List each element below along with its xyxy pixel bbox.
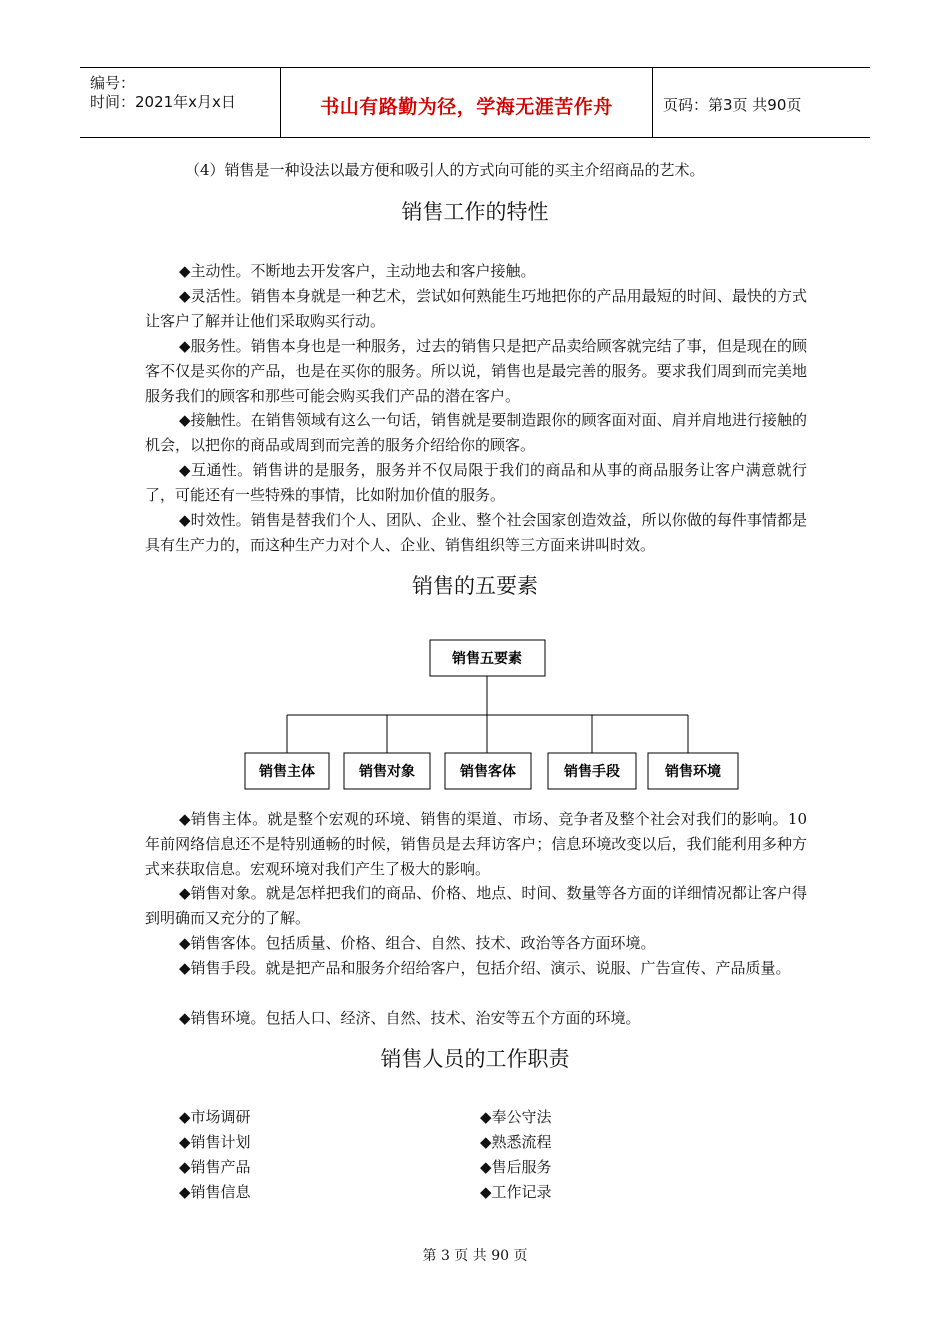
page-footer: 第 3 页 共 90 页: [422, 1248, 528, 1264]
header-slogan: 书山有路勤为径，学海无涯苦作舟: [320, 96, 613, 118]
header-page-number: 页码：第3页 共90页: [663, 96, 802, 114]
section-title-duties: 销售人员的工作职责: [380, 1047, 570, 1071]
diagram-child-label: 销售手段: [564, 764, 620, 780]
paragraph: ◆销售主体。就是整个宏观的环境、销售的渠道、市场、竞争者及整个社会对我们的影响。10年前网络信息还不是特别通畅的时候，销售员是去拜访客户；信息环境改变以后，我们能利用多种方式来获取信息。宏观环境对我们产生了极大的影响。: [145, 810, 807, 878]
diagram-child-label: 销售主体: [259, 764, 315, 780]
page-header: [80, 67, 870, 138]
header-page-cell: [653, 68, 870, 137]
paragraph: ◆时效性。销售是替我们个人、团队、企业、整个社会国家创造效益，所以你做的每件事情都是具有生产力的，而这种生产力对个人、企业、销售组织等三方面来讲叫时效。: [145, 511, 807, 554]
paragraph: ◆灵活性。销售本身就是一种艺术，尝试如何熟能生巧地把你的产品用最短的时间、最快的方式让客户了解并让他们采取购买行动。: [145, 287, 807, 330]
paragraph: ◆互通性。销售讲的是服务，服务并不仅局限于我们的商品和从事的商品服务让客户满意就行了，可能还有一些特殊的事情，比如附加价值的服务。: [145, 461, 807, 504]
list-item: ◆售后服务: [480, 1158, 552, 1176]
paragraph: ◆销售客体。包括质量、价格、组合、自然、技术、政治等各方面环境。: [179, 934, 656, 952]
paragraph: ◆服务性。销售本身也是一种服务，过去的销售只是把产品卖给顾客就完结了事，但是现在的顾客不仅是买你的产品，也是在买你的服务。所以说，销售也是最完善的服务。要求我们周到而完美地服务我们的顾客和那些可能会购买我们产品的潜在客户。: [145, 337, 807, 405]
list-item: ◆工作记录: [480, 1183, 552, 1201]
list-item: ◆熟悉流程: [480, 1133, 552, 1151]
list-item: ◆销售产品: [179, 1158, 251, 1176]
paragraph: ◆主动性。不断地去开发客户，主动地去和客户接触。: [179, 262, 536, 280]
paragraph: ◆销售环境。包括人口、经济、自然、技术、治安等五个方面的环境。: [179, 1009, 641, 1027]
duty-list-left: [179, 1105, 251, 1205]
list-item: ◆销售信息: [179, 1183, 251, 1201]
section-title-characteristics: 销售工作的特性: [401, 200, 549, 224]
diagram-child-label: 销售对象: [359, 764, 415, 780]
header-slogan-cell: [281, 68, 653, 137]
list-item: ◆市场调研: [179, 1108, 251, 1126]
doc-code-label: 编号：: [90, 74, 136, 92]
header-meta: [80, 68, 281, 137]
duty-list-right: [480, 1105, 552, 1205]
list-item: ◆奉公守法: [480, 1108, 552, 1126]
five-elements-diagram: [240, 638, 740, 794]
doc-date-label: 时间：2021年x月x日: [90, 93, 236, 111]
paragraph: ◆销售对象。就是怎样把我们的商品、价格、地点、时间、数量等各方面的详细情况都让客户得到明确而又充分的了解。: [145, 884, 807, 927]
diagram-root-label: 销售五要素: [452, 651, 522, 667]
intro-line: （4）销售是一种设法以最方便和吸引人的方式向可能的买主介绍商品的艺术。: [185, 161, 705, 179]
diagram-child-label: 销售客体: [460, 764, 516, 780]
list-item: ◆销售计划: [179, 1133, 251, 1151]
section-title-five-elements: 销售的五要素: [412, 574, 538, 598]
paragraph: ◆销售手段。就是把产品和服务介绍给客户，包括介绍、演示、说服、广告宣传、产品质量。: [179, 959, 791, 977]
paragraph: ◆接触性。在销售领域有这么一句话，销售就是要制造跟你的顾客面对面、肩并肩地进行接触的机会，以把你的商品或周到而完善的服务介绍给你的顾客。: [145, 411, 807, 454]
diagram-child-label: 销售环境: [665, 764, 721, 780]
